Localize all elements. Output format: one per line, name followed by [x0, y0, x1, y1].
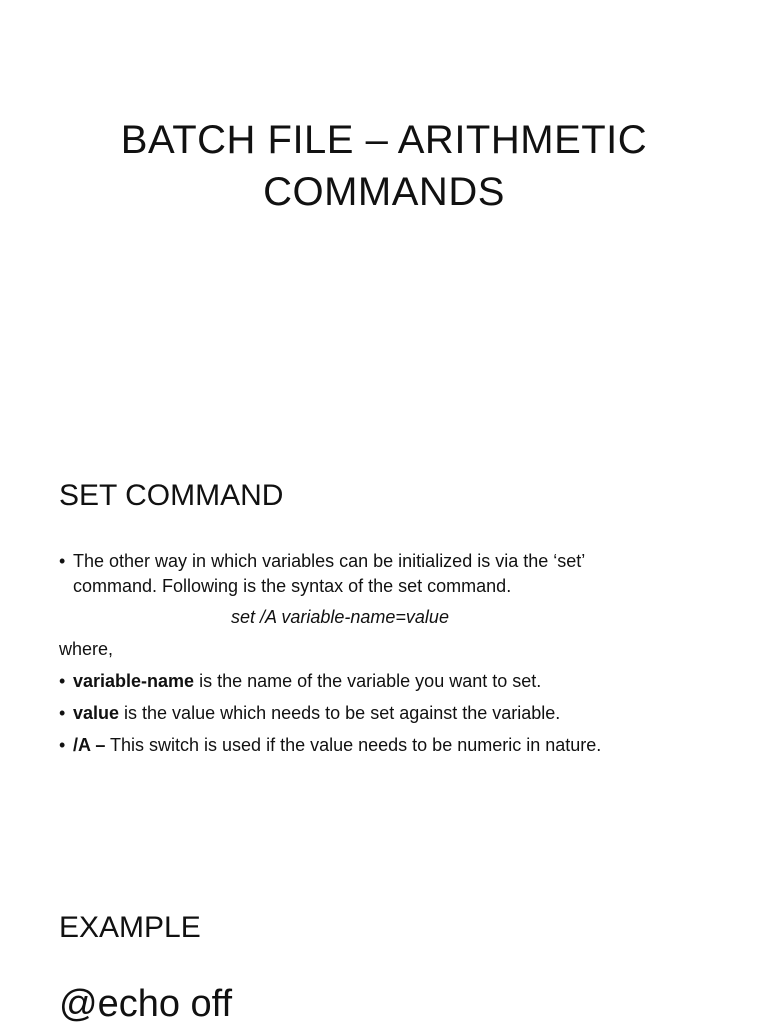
intro-text	[73, 549, 719, 599]
bullet-icon: •	[59, 735, 66, 755]
definition-text: is the value which needs to be set against the variable.	[119, 703, 561, 723]
example-code-line: @echo off	[59, 983, 233, 1024]
intro-bullet-item	[59, 549, 719, 599]
definition-text: is the name of the variable you want to set.	[194, 671, 542, 691]
intro-text-line-2: command. Following is the syntax of the set command.	[73, 576, 512, 596]
definition-item	[59, 669, 719, 694]
example-heading: EXAMPLE	[59, 911, 201, 944]
definition-term: /A –	[73, 735, 106, 755]
bullet-icon: •	[59, 671, 66, 691]
slide-title	[0, 114, 768, 218]
definition-text: This switch is used if the value needs to be numeric in nature.	[105, 735, 602, 755]
definition-item	[59, 701, 719, 726]
bullet-icon: •	[59, 551, 66, 571]
where-label: where,	[59, 639, 114, 659]
set-command-heading: SET COMMAND	[59, 479, 284, 512]
definition-term: variable-name	[73, 671, 195, 691]
bullet-icon: •	[59, 703, 66, 723]
definition-item	[59, 733, 719, 758]
slide-title-line-1: BATCH FILE – ARITHMETIC	[120, 118, 648, 162]
syntax-line: set /A variable-name=value	[231, 607, 449, 627]
intro-text-line-1: The other way in which variables can be initialized is via the ‘set’	[73, 551, 586, 571]
definition-term: value	[73, 703, 120, 723]
set-command-body	[59, 549, 719, 758]
slide-title-line-2: COMMANDS	[263, 170, 505, 214]
